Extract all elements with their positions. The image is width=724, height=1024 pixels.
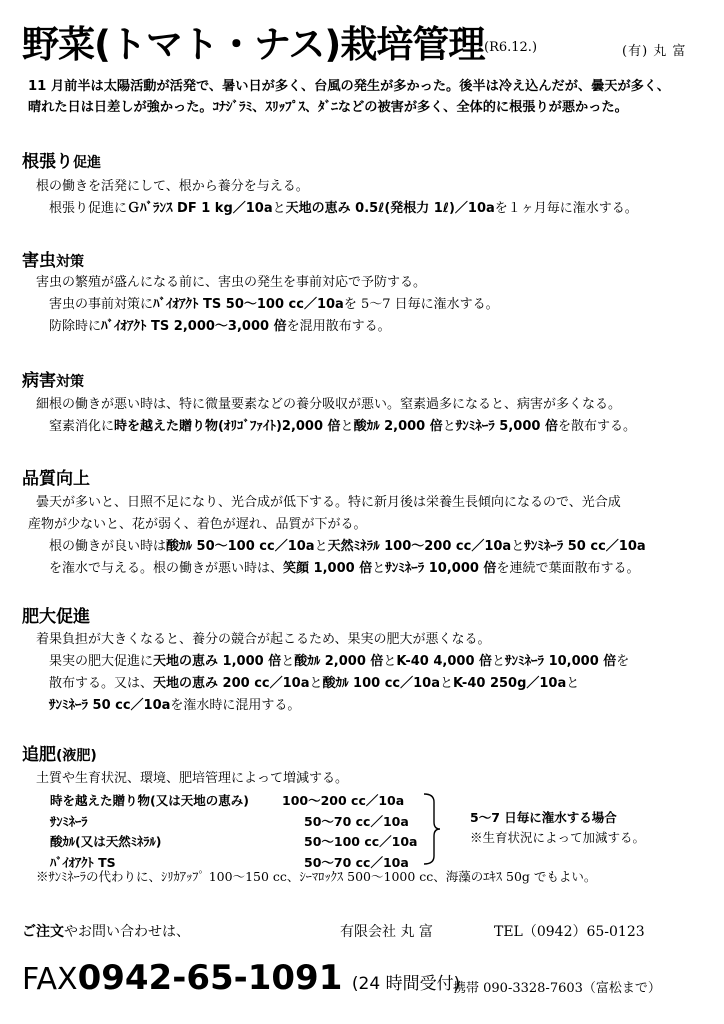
text: を連続で葉面散布する。 xyxy=(496,561,640,576)
heading-main: 害虫 xyxy=(22,251,56,271)
product-tenchi-no-megumi: 天地の恵み 1,000 倍 xyxy=(153,654,282,669)
issue-date: (R6.12.) xyxy=(484,40,538,55)
quality-line-2: 産物が少ないと、花が弱く、着色が遅れ、品質が下がる。 xyxy=(28,517,367,532)
topdress-item-name: ﾊﾞｲｵｱｸﾄ TS xyxy=(50,854,116,870)
text: 窒素消化に xyxy=(49,419,115,434)
text: を潅水時に混用する。 xyxy=(170,698,301,713)
product-sancal: 酸ｶﾙ 2,000 倍 xyxy=(294,654,384,669)
product-k40: K-40 4,000 倍 xyxy=(396,654,493,669)
disease-line-1: 細根の働きが悪い時は、特に微量要素などの養分吸収が悪い。窒素過多になると、病害が多くなる。 xyxy=(36,397,622,412)
topdress-item-value: 50～100 cc／10a xyxy=(304,834,418,849)
heading-sub: 促進 xyxy=(73,155,101,171)
right-brace-icon xyxy=(422,792,442,866)
text: を１ヶ月毎に潅水する。 xyxy=(494,201,638,216)
text: と xyxy=(511,539,525,554)
intro-paragraph xyxy=(28,76,708,118)
order-label: ご注文 xyxy=(22,924,64,940)
product-bioact: ﾊﾞｲｵｱｸﾄ TS 2,000～3,000 倍 xyxy=(101,319,287,334)
footer-company: 有限会社 丸 富 xyxy=(340,924,433,940)
footer-tel: TEL（0942）65-0123 xyxy=(494,924,645,940)
section-heading-pest xyxy=(22,246,84,271)
topdress-footnote: ※ｻﾝﾐﾈｰﾗの代わりに、ｼﾘｶｱｯﾌﾟ 100～150 cc、ｼｰﾏﾛｯｸｽ 500～1000 cc、海藻のｴｷｽ 50g でもよい。 xyxy=(36,869,597,884)
product-sancal: 酸ｶﾙ 2,000 倍 xyxy=(353,419,443,434)
topdress-item-name: ｻﾝﾐﾈｰﾗ xyxy=(50,813,88,829)
company-name-header: (有) 丸 富 xyxy=(622,44,687,59)
topdress-note-1: 5～7 日毎に潅水する場合 xyxy=(470,810,617,825)
text: を混用散布する。 xyxy=(286,319,391,334)
product-k40: K-40 250g／10a xyxy=(452,676,567,691)
text: 害虫の事前対策に xyxy=(49,297,154,312)
text: と xyxy=(281,654,295,669)
text: を散布する。 xyxy=(557,419,636,434)
product-oligophyte: 時を越えた贈り物(ｵﾘｺﾞﾌｧｲﾄ)2,000 倍 xyxy=(114,419,341,434)
enlarge-line-2 xyxy=(36,651,708,673)
text: と xyxy=(566,676,580,691)
product-sancal: 酸ｶﾙ 50～100 cc／10a xyxy=(166,539,315,554)
inquiry-text: やお問い合わせは、 xyxy=(64,924,190,940)
topdress-item-value: 50～70 cc／10a xyxy=(304,854,409,870)
text: と xyxy=(442,419,456,434)
text: と xyxy=(340,419,354,434)
section-enlarge-body xyxy=(36,629,708,717)
topdress-list xyxy=(50,791,418,873)
topdress-item xyxy=(50,812,418,833)
product-egao: 笑顔 1,000 倍 xyxy=(283,561,373,576)
text: 散布する。又は、 xyxy=(49,676,154,691)
text: を 5～7 日毎に潅水する。 xyxy=(343,297,499,312)
fax-line xyxy=(22,958,460,998)
product-sanminera: ｻﾝﾐﾈｰﾗ 10,000 倍 xyxy=(505,654,617,669)
section-quality-body xyxy=(28,492,708,580)
text: と xyxy=(309,676,323,691)
quality-line-4 xyxy=(36,558,708,580)
enlarge-line-3 xyxy=(36,673,708,695)
fax-hours: (24 時間受付) xyxy=(351,974,461,994)
product-sanminera: ｻﾝﾐﾈｰﾗ 5,000 倍 xyxy=(455,419,558,434)
section-heading-quality: 品質向上 xyxy=(22,469,90,489)
intro-line-2: 晴れた日は日差しが強かった。ｺﾅｼﾞﾗﾐ、ｽﾘｯﾌﾟｽ、ﾀﾞﾆなどの被害が多く、全体的に根張りが悪かった。 xyxy=(28,100,628,115)
text: と xyxy=(383,654,397,669)
heading-sub: 対策 xyxy=(56,374,84,390)
heading-main: 病害 xyxy=(22,371,56,391)
product-sanminera: ｻﾝﾐﾈｰﾗ 50 cc／10a xyxy=(524,539,646,554)
text: 根張り促進に xyxy=(49,201,128,216)
product-tenchi-no-megumi: 天地の恵み 0.5ℓ(発根力 1ℓ)／10a xyxy=(285,201,495,216)
heading-sub: 対策 xyxy=(56,254,84,270)
text: を潅水で与える。根の働きが悪い時は、 xyxy=(49,561,284,576)
heading-main: 根張り xyxy=(22,152,73,172)
product-bioact: ﾊﾞｲｵｱｸﾄ TS 50～100 cc／10a xyxy=(153,297,344,312)
pest-line-2 xyxy=(36,294,708,316)
quality-line-3 xyxy=(36,536,708,558)
section-heading-root xyxy=(22,147,101,172)
fax-label: FAX xyxy=(22,962,78,997)
product-tennen-mineral: 天然ﾐﾈﾗﾙ 100～200 cc／10a xyxy=(327,539,512,554)
topdress-item-name: 時を越えた贈り物(又は天地の恵み) xyxy=(50,793,249,808)
topdress-note-2: ※生育状況によって加減する。 xyxy=(470,830,646,845)
mobile-number: 携帯 090-3328-7603（富松まで） xyxy=(453,981,661,996)
product-sanminera: ｻﾝﾐﾈｰﾗ 10,000 倍 xyxy=(385,561,497,576)
text: を xyxy=(616,654,630,669)
text: と xyxy=(492,654,506,669)
enlarge-line-4 xyxy=(36,695,708,717)
text: と xyxy=(314,539,328,554)
topdress-intro: 土質や生育状況、環境、肥培管理によって増減する。 xyxy=(36,771,349,786)
text: 根の働きが良い時は xyxy=(49,539,167,554)
root-line-1: 根の働きを活発にして、根から養分を与える。 xyxy=(36,179,309,194)
topdress-item xyxy=(50,832,418,853)
text: 果実の肥大促進に xyxy=(49,654,154,669)
topdress-item-value: 100～200 cc／10a xyxy=(282,793,405,808)
product-g-balance: Ｇﾊﾞﾗﾝｽ DF 1 kg／10a xyxy=(127,201,273,216)
disease-line-2 xyxy=(36,416,708,438)
text: と xyxy=(372,561,386,576)
product-sanminera: ｻﾝﾐﾈｰﾗ 50 cc／10a xyxy=(49,698,171,713)
quality-line-1: 曇天が多いと、日照不足になり、光合成が低下する。特に新月後は栄養生長傾向になるので、光合成 xyxy=(36,495,621,510)
section-pest-body xyxy=(36,272,708,338)
product-tenchi-no-megumi: 天地の恵み 200 cc／10a xyxy=(153,676,310,691)
topdress-item-value: 50～70 cc／10a xyxy=(304,813,409,829)
pest-line-3 xyxy=(36,316,708,338)
section-heading-disease xyxy=(22,366,84,391)
order-inquiry xyxy=(22,921,190,941)
fax-number: 0942-65-1091 xyxy=(77,958,343,998)
heading-main: 追肥 xyxy=(22,745,56,765)
text: と xyxy=(439,676,453,691)
topdress-item xyxy=(50,791,418,812)
intro-line-1: 11 月前半は太陽活動が活発で、暑い日が多く、台風の発生が多かった。後半は冷え込んだが、曇天が多く、 xyxy=(28,79,670,94)
root-line-2 xyxy=(36,198,708,220)
section-heading-enlarge: 肥大促進 xyxy=(22,607,90,627)
heading-sub: (液肥) xyxy=(56,748,97,764)
section-disease-body xyxy=(36,394,708,438)
topdress-note xyxy=(470,808,645,848)
section-root-body xyxy=(36,176,708,220)
topdress-item-name: 酸ｶﾙ(又は天然ﾐﾈﾗﾙ) xyxy=(50,834,162,849)
text: 防除時に xyxy=(49,319,102,334)
section-heading-topdress xyxy=(22,740,97,765)
pest-line-1: 害虫の繁殖が盛んになる前に、害虫の発生を事前対応で予防する。 xyxy=(36,275,427,290)
enlarge-line-1: 着果負担が大きくなると、養分の競合が起こるため、果実の肥大が悪くなる。 xyxy=(36,632,491,647)
page-title: 野菜(トマト・ナス)栽培管理 xyxy=(22,23,485,66)
text: と xyxy=(272,201,286,216)
product-sancal: 酸ｶﾙ 100 cc／10a xyxy=(322,676,440,691)
